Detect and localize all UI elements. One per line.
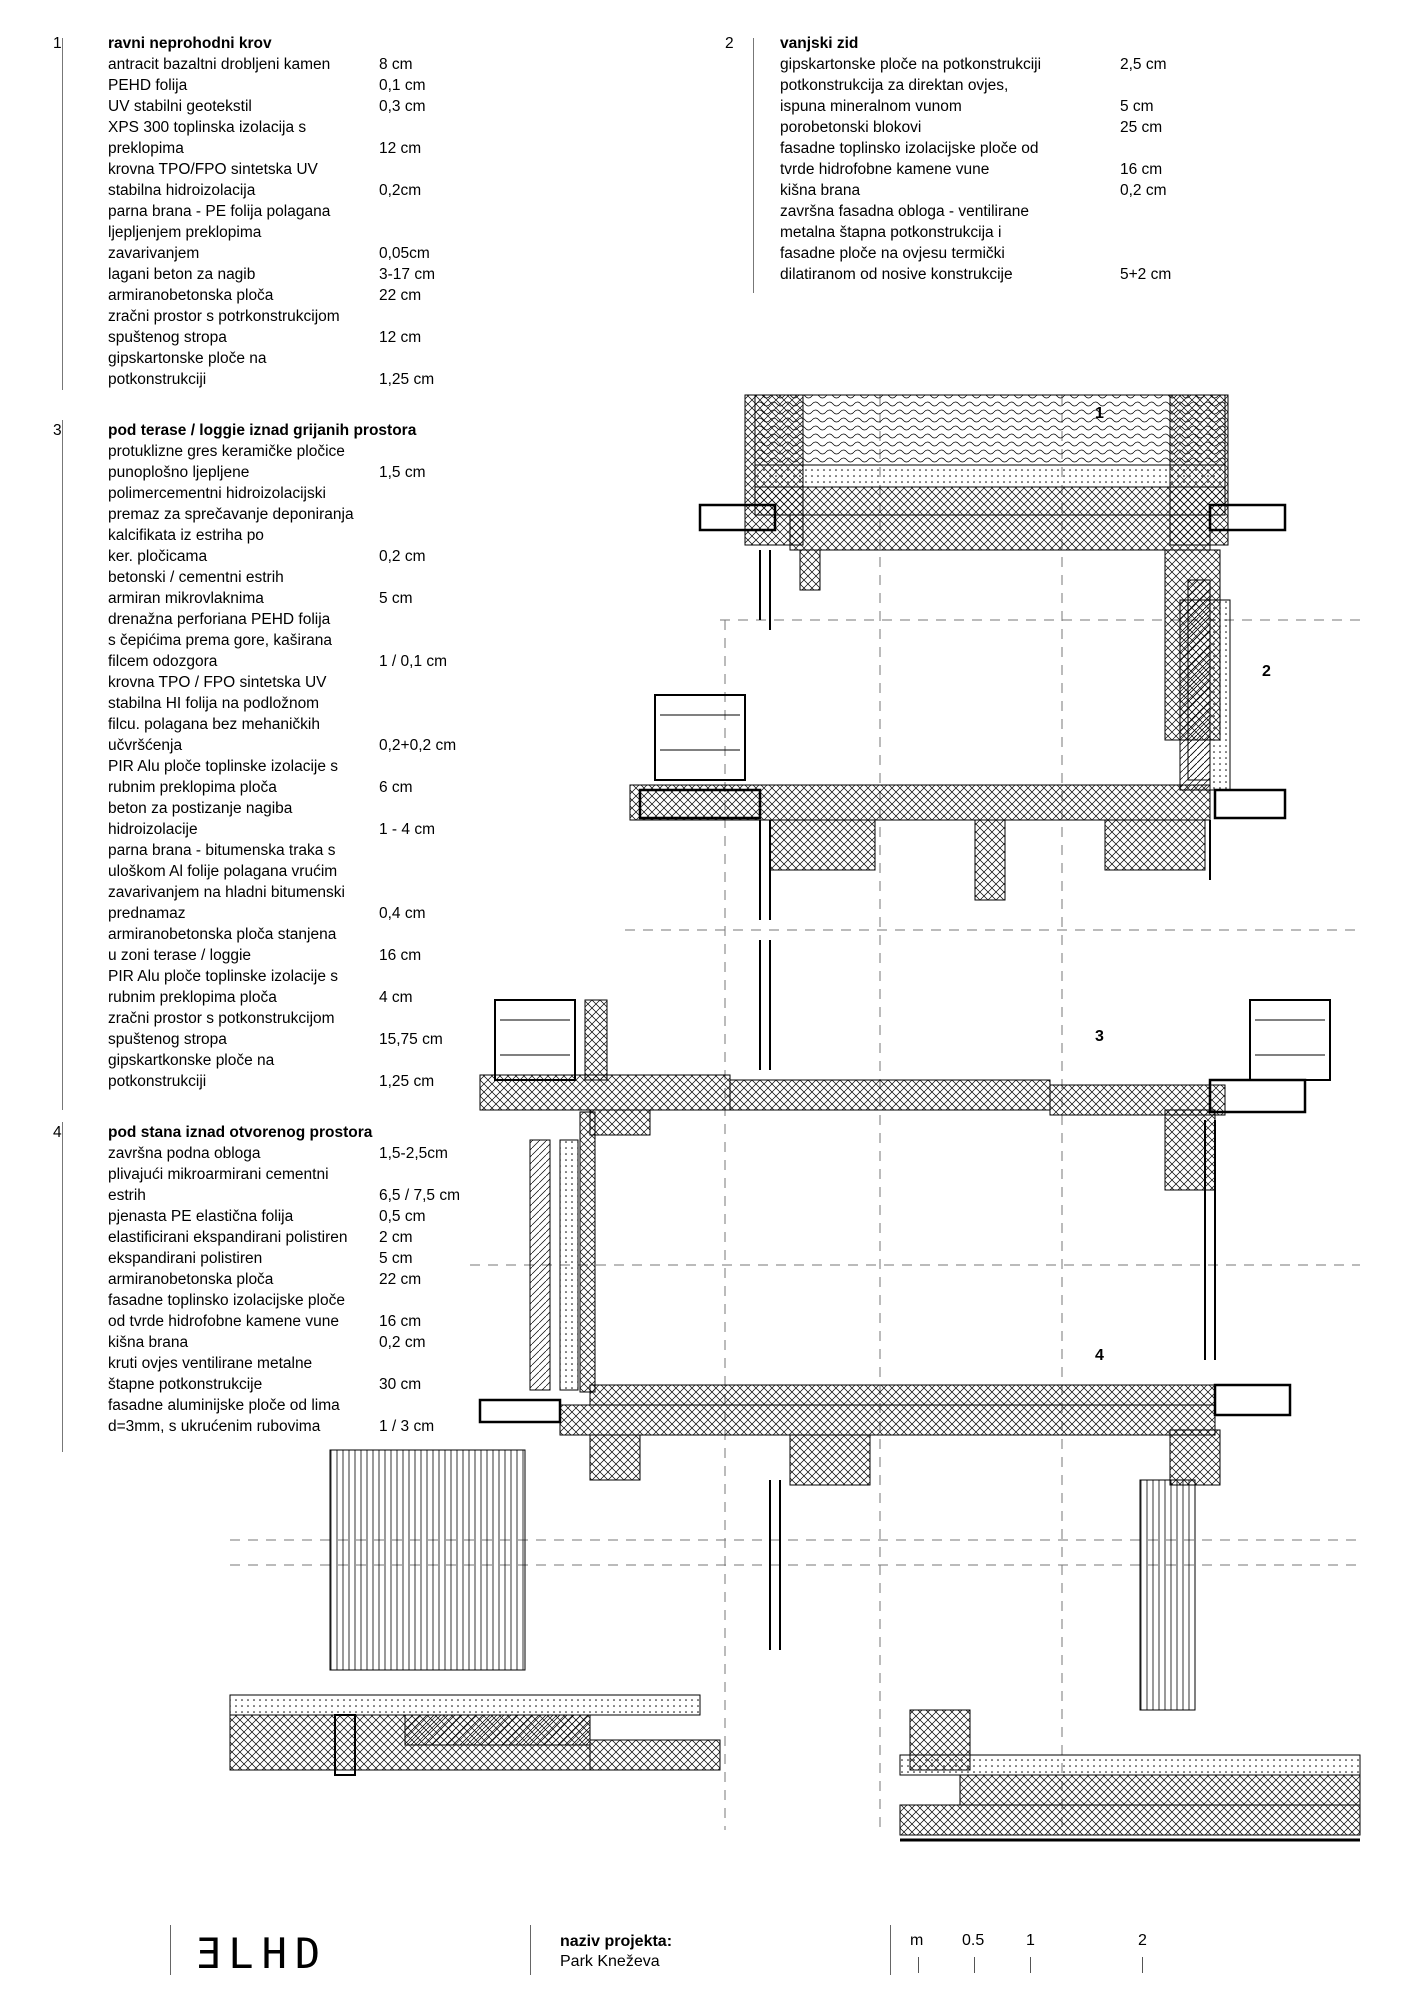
- layer-thickness: 22 cm: [379, 1271, 422, 1288]
- layer-thickness: 12 cm: [379, 329, 422, 346]
- layer-description: stabilna HI folija na podložnom: [108, 695, 320, 712]
- layer-description: drenažna perforiana PEHD folija: [108, 611, 331, 628]
- layer-thickness: 3-17 cm: [379, 266, 435, 283]
- drawing-marker-1: 1: [1095, 405, 1104, 422]
- layer-description: kišna brana: [780, 182, 861, 199]
- footer-divider: [530, 1925, 531, 1975]
- layer-description: zavarivanjem: [108, 245, 200, 262]
- layer-thickness: 0,5 cm: [379, 1208, 426, 1225]
- layer-thickness: 5+2 cm: [1120, 266, 1172, 283]
- layer-description: stabilna hidroizolacija: [108, 182, 256, 199]
- floor-over-open-space: [480, 1385, 1290, 1710]
- layer-description: XPS 300 toplinska izolacija s: [108, 119, 307, 136]
- layer-thickness: 8 cm: [379, 56, 413, 73]
- project-name: Park Kneževa: [560, 1953, 660, 1970]
- layer-description: zračni prostor s potkonstrukcijom: [108, 1010, 335, 1027]
- section-number: 2: [725, 35, 734, 52]
- layer-description: zavarivanjem na hladni bitumenski: [108, 884, 345, 901]
- layer-thickness: 22 cm: [379, 287, 422, 304]
- layer-description: završna fasadna obloga - ventilirane: [780, 203, 1030, 220]
- drawing-marker-2: 2: [1262, 663, 1271, 680]
- section-title: pod terase / loggie iznad grijanih prostora: [108, 422, 417, 439]
- layer-description: kalcifikata iz estriha po: [108, 527, 264, 544]
- layer-description: beton za postizanje nagiba: [108, 800, 293, 817]
- section-title: vanjski zid: [780, 35, 859, 52]
- project-label: naziv projekta:: [560, 1933, 673, 1950]
- layer-thickness: 0,2+0,2 cm: [379, 737, 457, 754]
- layer-thickness: 0,2 cm: [379, 1334, 426, 1351]
- layer-description: spuštenog stropa: [108, 1031, 227, 1048]
- scale-value: 0.5: [962, 1932, 985, 1949]
- layer-description: parna brana - PE folija polagana: [108, 203, 331, 220]
- layer-description: kruti ovjes ventilirane metalne: [108, 1355, 313, 1372]
- layer-description: fasadne toplinsko izolacijske ploče: [108, 1292, 345, 1309]
- layer-description: protuklizne gres keramičke pločice: [108, 443, 345, 460]
- scale-unit: m: [910, 1932, 924, 1949]
- layer-description: ljepljenjem preklopima: [108, 224, 262, 241]
- layer-description: dilatiranom od nosive konstrukcije: [780, 266, 1013, 283]
- layer-description: hidroizolacije: [108, 821, 198, 838]
- layer-description: potkonstrukciji: [108, 371, 207, 388]
- scale-tick: [974, 1957, 975, 1973]
- layer-description: kišna brana: [108, 1334, 189, 1351]
- footer-divider: [890, 1925, 891, 1975]
- section-number: 4: [53, 1124, 62, 1141]
- layer-description: ekspandirani polistiren: [108, 1250, 263, 1267]
- layer-thickness: 25 cm: [1120, 119, 1163, 136]
- layer-thickness: 16 cm: [379, 1313, 422, 1330]
- layer-description: spuštenog stropa: [108, 329, 227, 346]
- layer-description: zračni prostor s potrkonstrukcijom: [108, 308, 340, 325]
- layer-thickness: 1 / 0,1 cm: [379, 653, 448, 670]
- drawing-marker-3: 3: [1095, 1028, 1104, 1045]
- layer-description: porobetonski blokovi: [780, 119, 922, 136]
- layer-thickness: 0,05cm: [379, 245, 430, 262]
- layer-thickness: 0,3 cm: [379, 98, 426, 115]
- layer-thickness: 4 cm: [379, 989, 413, 1006]
- layer-description: gipskartonske ploče na potkonstrukciji: [780, 56, 1042, 73]
- layer-thickness: 15,75 cm: [379, 1031, 443, 1048]
- layer-description: prednamaz: [108, 905, 186, 922]
- title-block: [0, 1915, 1414, 1985]
- firm-logo: ƎLHD: [195, 1929, 329, 1978]
- layer-thickness: 0,4 cm: [379, 905, 426, 922]
- layer-description: armiranobetonska ploča: [108, 287, 274, 304]
- layer-thickness: 5 cm: [379, 1250, 413, 1267]
- layer-thickness: 2,5 cm: [1120, 56, 1167, 73]
- section-title: pod stana iznad otvorenog prostora: [108, 1124, 373, 1141]
- layer-thickness: 1,5-2,5cm: [379, 1145, 448, 1162]
- ground-slab: [230, 1695, 1360, 1840]
- scale-tick: [1142, 1957, 1143, 1973]
- layer-description: ker. pločicama: [108, 548, 208, 565]
- layer-description: fasadne ploče na ovjesu termički: [780, 245, 1005, 262]
- layer-description: filcem odozgora: [108, 653, 218, 670]
- drawing-marker-4: 4: [1095, 1347, 1104, 1364]
- layer-description: betonski / cementni estrih: [108, 569, 284, 586]
- layer-description: preklopima: [108, 140, 184, 157]
- layer-thickness: 16 cm: [379, 947, 422, 964]
- layer-description: armiranobetonska ploča: [108, 1271, 274, 1288]
- layer-thickness: 0,2cm: [379, 182, 422, 199]
- layer-description: punoplošno ljepljene: [108, 464, 250, 481]
- layer-description: lagani beton za nagib: [108, 266, 256, 283]
- layer-description: metalna štapna potkonstrukcija i: [780, 224, 1002, 241]
- layer-description: krovna TPO / FPO sintetska UV: [108, 674, 327, 691]
- layer-thickness: 0,1 cm: [379, 77, 426, 94]
- section-number: 3: [53, 422, 62, 439]
- footer-divider: [170, 1925, 171, 1975]
- layer-thickness: 2 cm: [379, 1229, 413, 1246]
- scale-value: 1: [1026, 1932, 1035, 1949]
- layer-description: estrih: [108, 1187, 146, 1204]
- exterior-wall: [1180, 600, 1230, 790]
- layer-description: d=3mm, s ukrućenim rubovima: [108, 1418, 321, 1435]
- layer-description: antracit bazaltni drobljeni kamen: [108, 56, 331, 73]
- layer-description: ispuna mineralnom vunom: [780, 98, 962, 115]
- layer-description: krovna TPO/FPO sintetska UV: [108, 161, 318, 178]
- layer-description: rubnim preklopima ploča: [108, 989, 277, 1006]
- layer-thickness: 6 cm: [379, 779, 413, 796]
- layer-thickness: 30 cm: [379, 1376, 422, 1393]
- section-number: 1: [53, 35, 62, 52]
- layer-description: fasadne aluminijske ploče od lima: [108, 1397, 340, 1414]
- layer-description: fasadne toplinsko izolacijske ploče od: [780, 140, 1039, 157]
- layer-description: pjenasta PE elastična folija: [108, 1208, 294, 1225]
- scale-tick: [1030, 1957, 1031, 1973]
- layer-description: parna brana - bitumenska traka s: [108, 842, 336, 859]
- scale-tick: [918, 1957, 919, 1973]
- layer-thickness: 5 cm: [1120, 98, 1154, 115]
- layer-description: završna podna obloga: [108, 1145, 261, 1162]
- layer-description: tvrde hidrofobne kamene vune: [780, 161, 990, 178]
- louvre-screen: [330, 1450, 525, 1670]
- layer-description: armiranobetonska ploča stanjena: [108, 926, 337, 943]
- layer-description: rubnim preklopima ploča: [108, 779, 277, 796]
- layer-thickness: 5 cm: [379, 590, 413, 607]
- layer-description: UV stabilni geotekstil: [108, 98, 252, 115]
- layer-description: armiran mikrovlaknima: [108, 590, 264, 607]
- layer-description: učvršćenja: [108, 737, 183, 754]
- layer-thickness: 0,2 cm: [1120, 182, 1167, 199]
- layer-thickness: 1,25 cm: [379, 1073, 435, 1090]
- layer-thickness: 1,25 cm: [379, 371, 435, 388]
- layer-thickness: 12 cm: [379, 140, 422, 157]
- layer-description: PIR Alu ploče toplinske izolacije s: [108, 758, 339, 775]
- layer-description: PEHD folija: [108, 77, 188, 94]
- layer-description: polimercementni hidroizolacijski: [108, 485, 326, 502]
- layer-description: filcu. polagana bez mehaničkih: [108, 716, 320, 733]
- layer-description: plivajući mikroarmirani cementni: [108, 1166, 329, 1183]
- layer-thickness: 16 cm: [1120, 161, 1163, 178]
- layer-description: elastificirani ekspandirani polistiren: [108, 1229, 348, 1246]
- layer-thickness: 6,5 / 7,5 cm: [379, 1187, 460, 1204]
- layer-description: potkonstrukciji: [108, 1073, 207, 1090]
- layer-thickness: 1,5 cm: [379, 464, 426, 481]
- layer-description: premaz za sprečavanje deponiranja: [108, 506, 354, 523]
- terrace-slab: [480, 940, 1330, 1392]
- layer-thickness: 0,2 cm: [379, 548, 426, 565]
- layer-description: štapne potkonstrukcije: [108, 1376, 263, 1393]
- layer-description: potkonstrukcija za direktan ovjes,: [780, 77, 1009, 94]
- layer-description: PIR Alu ploče toplinske izolacije s: [108, 968, 339, 985]
- scale-value: 2: [1138, 1932, 1147, 1949]
- layer-description: gipskartkonske ploče na: [108, 1052, 275, 1069]
- layer-thickness: 1 - 4 cm: [379, 821, 435, 838]
- layer-description: uloškom Al folije polagana vrućim: [108, 863, 338, 880]
- layer-description: gipskartonske ploče na: [108, 350, 267, 367]
- layer-description: u zoni terase / loggie: [108, 947, 252, 964]
- section-title: ravni neprohodni krov: [108, 35, 272, 52]
- layer-description: s čepićima prema gore, kaširana: [108, 632, 332, 649]
- layer-description: od tvrde hidrofobne kamene vune: [108, 1313, 339, 1330]
- layer-thickness: 1 / 3 cm: [379, 1418, 435, 1435]
